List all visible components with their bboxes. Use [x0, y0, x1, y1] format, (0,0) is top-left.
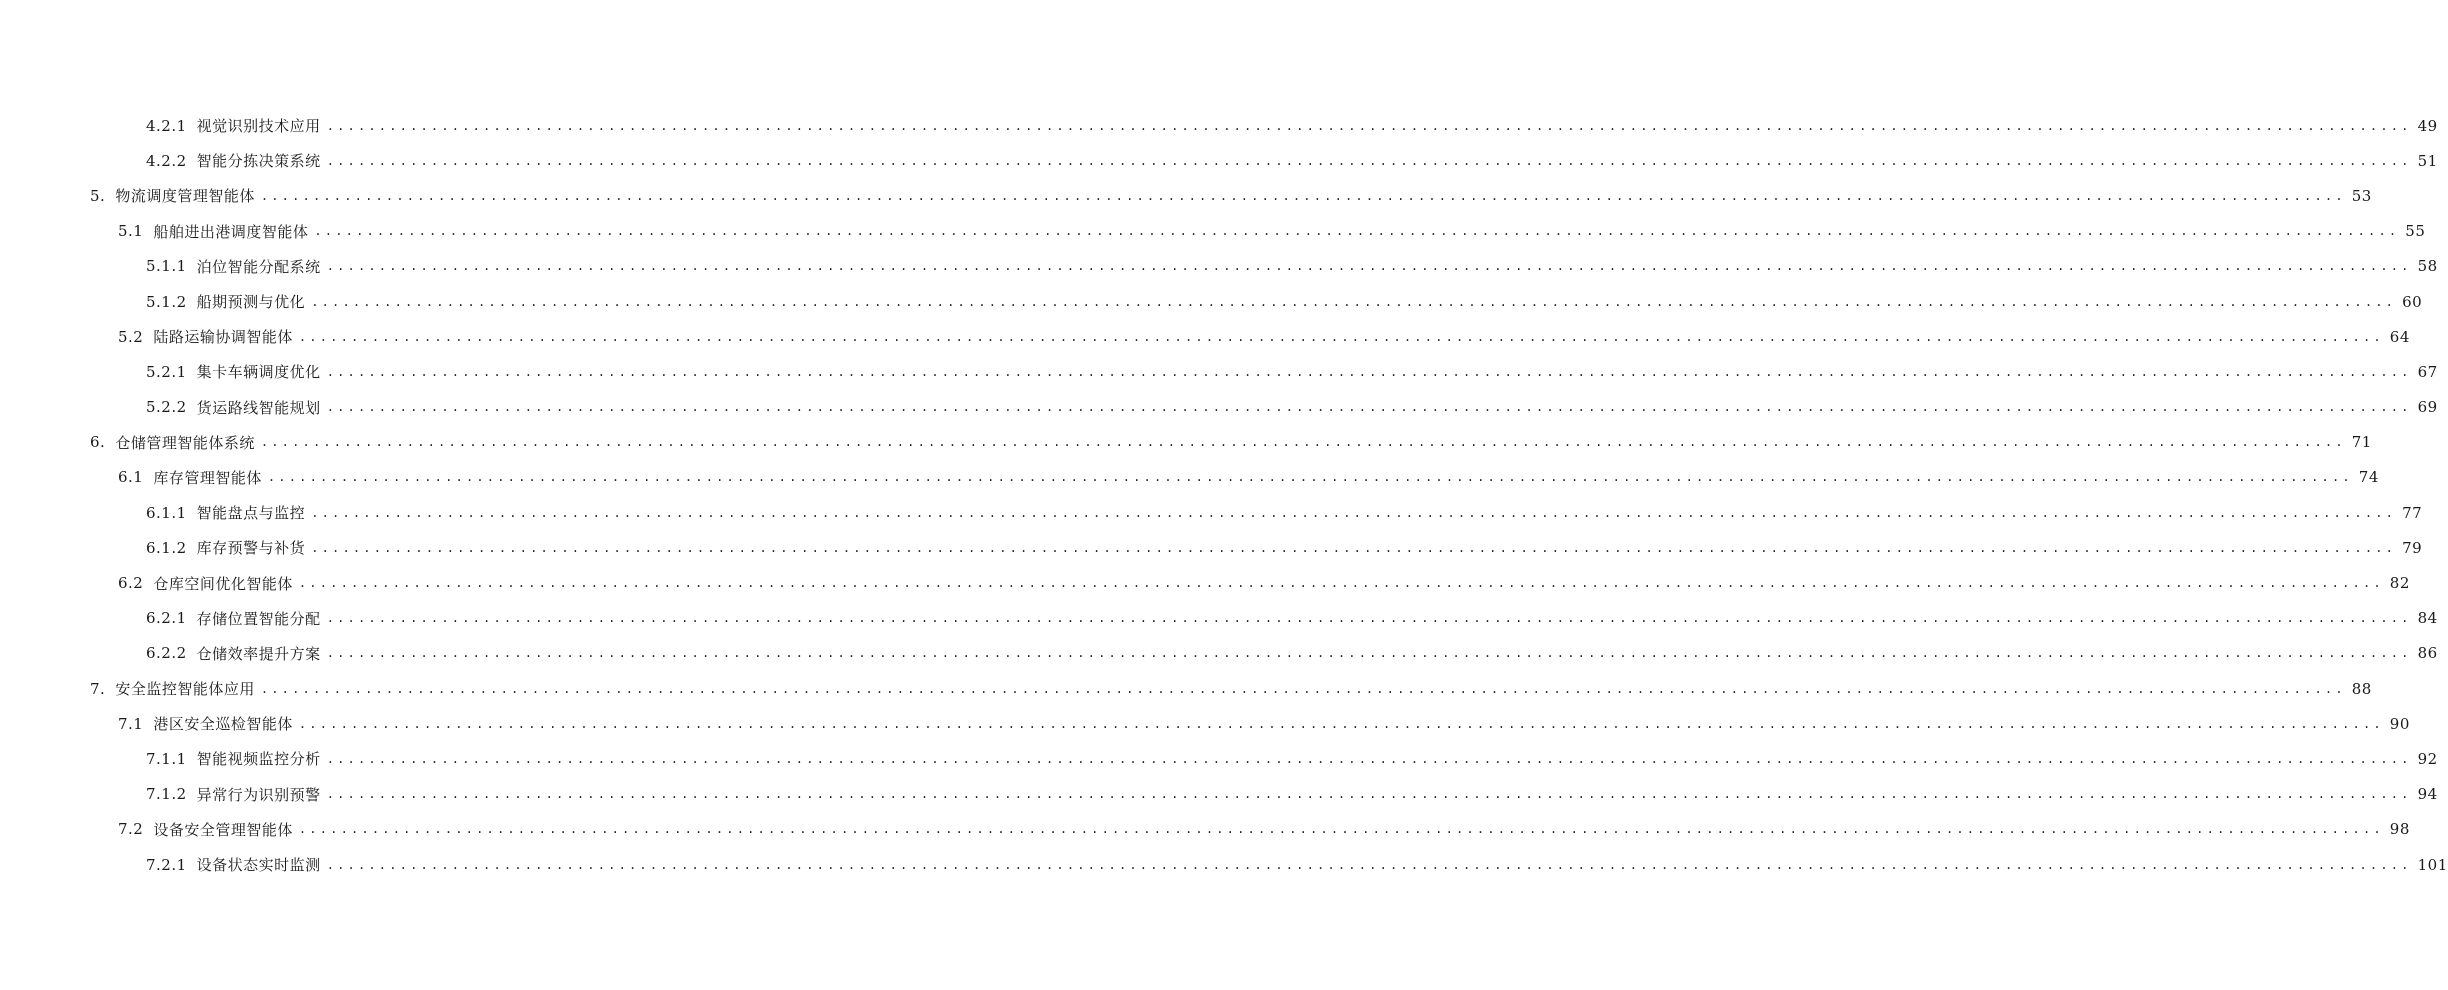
toc-entry-number: 4.2.2 [146, 151, 187, 170]
toc-entry-number: 6.2.2 [146, 644, 187, 663]
toc-entry[interactable] [0, 354, 2438, 389]
toc-dot-leader: ........................................................................................................................................................................................................ [326, 787, 2412, 802]
toc-dot-leader: ........................................................................................................................................................................................................ [326, 153, 2412, 168]
toc-entry-number: 6.1 [118, 468, 144, 487]
toc-entry-number: 7. [90, 679, 106, 698]
toc-entry-page-number: 67 [2417, 362, 2438, 381]
toc-entry[interactable] [0, 847, 2448, 882]
toc-dot-leader: ........................................................................................................................................................................................................ [326, 364, 2412, 379]
toc-entry-title: 陆路运输协调智能体 [153, 328, 293, 347]
toc-entry[interactable] [0, 390, 2438, 425]
toc-dot-leader: ........................................................................................................................................................................................................ [326, 259, 2412, 274]
toc-dot-leader: ........................................................................................................................................................................................................ [326, 646, 2412, 661]
toc-entry-page-number: 51 [2417, 151, 2438, 170]
toc-dot-leader: ........................................................................................................................................................................................................ [298, 822, 2384, 837]
table-of-contents [0, 108, 2448, 882]
toc-entry-page-number: 90 [2389, 714, 2410, 733]
toc-entry-page-number: 86 [2417, 644, 2438, 663]
toc-entry[interactable] [0, 495, 2423, 530]
toc-entry-title: 物流调度管理智能体 [115, 187, 255, 206]
toc-entry[interactable] [0, 284, 2423, 319]
toc-entry-title: 智能盘点与监控 [196, 504, 306, 523]
toc-dot-leader: ........................................................................................................................................................................................................ [311, 294, 2397, 309]
toc-entry[interactable] [0, 214, 2426, 249]
toc-entry-page-number: 88 [2351, 679, 2372, 698]
toc-entry[interactable] [0, 460, 2379, 495]
toc-entry-title: 库存预警与补货 [196, 539, 306, 558]
toc-dot-leader: ........................................................................................................................................................................................................ [260, 681, 2346, 696]
toc-entry-number: 6.1.2 [146, 538, 187, 557]
toc-entry-title: 船舶进出港调度智能体 [153, 222, 309, 241]
toc-entry-number: 5.2.1 [146, 362, 187, 381]
toc-entry-page-number: 77 [2402, 503, 2423, 522]
toc-entry-title: 货运路线智能规划 [196, 398, 321, 417]
toc-entry-number: 7.1.2 [146, 785, 187, 804]
toc-entry-number: 7.2 [118, 820, 144, 839]
toc-entry-number: 7.2.1 [146, 855, 187, 874]
toc-entry-page-number: 84 [2417, 609, 2438, 628]
toc-entry-number: 5.2.2 [146, 398, 187, 417]
toc-entry[interactable] [0, 671, 2372, 706]
toc-entry-page-number: 71 [2351, 433, 2372, 452]
toc-dot-leader: ........................................................................................................................................................................................................ [311, 505, 2397, 520]
toc-entry-number: 5. [90, 186, 106, 205]
toc-entry-number: 5.1 [118, 222, 144, 241]
toc-entry-page-number: 79 [2402, 538, 2423, 557]
toc-dot-leader: ........................................................................................................................................................................................................ [326, 400, 2412, 415]
toc-entry-title: 港区安全巡检智能体 [153, 715, 293, 734]
toc-entry[interactable] [0, 741, 2438, 776]
toc-entry-title: 设备安全管理智能体 [153, 820, 293, 839]
toc-dot-leader: ........................................................................................................................................................................................................ [267, 470, 2353, 485]
toc-entry[interactable] [0, 565, 2410, 600]
toc-entry[interactable] [0, 706, 2410, 741]
toc-entry-title: 仓储管理智能体系统 [115, 433, 255, 452]
toc-entry-number: 6.1.1 [146, 503, 187, 522]
toc-dot-leader: ........................................................................................................................................................................................................ [260, 435, 2346, 450]
toc-dot-leader: ........................................................................................................................................................................................................ [298, 576, 2384, 591]
toc-entry[interactable] [0, 143, 2438, 178]
toc-dot-leader: ........................................................................................................................................................................................................ [314, 224, 2400, 239]
toc-entry-number: 6. [90, 433, 106, 452]
toc-entry-number: 6.2 [118, 574, 144, 593]
toc-entry-title: 安全监控智能体应用 [115, 680, 255, 699]
toc-entry-title: 仓储效率提升方案 [196, 644, 321, 663]
toc-entry-number: 5.1.2 [146, 292, 187, 311]
toc-entry-title: 智能视频监控分析 [196, 750, 321, 769]
toc-dot-leader: ........................................................................................................................................................................................................ [298, 329, 2384, 344]
toc-entry-title: 存储位置智能分配 [196, 609, 321, 628]
toc-dot-leader: ........................................................................................................................................................................................................ [326, 118, 2412, 133]
toc-entry-page-number: 98 [2389, 820, 2410, 839]
toc-entry-page-number: 69 [2417, 398, 2438, 417]
toc-entry-page-number: 92 [2417, 749, 2438, 768]
toc-entry[interactable] [0, 249, 2438, 284]
toc-entry[interactable] [0, 108, 2438, 143]
toc-entry[interactable] [0, 601, 2438, 636]
toc-dot-leader: ........................................................................................................................................................................................................ [298, 716, 2384, 731]
toc-entry-number: 4.2.1 [146, 116, 187, 135]
toc-entry-title: 集卡车辆调度优化 [196, 363, 321, 382]
toc-entry-title: 仓库空间优化智能体 [153, 574, 293, 593]
toc-entry-page-number: 64 [2389, 327, 2410, 346]
toc-entry[interactable] [0, 530, 2423, 565]
toc-entry-number: 7.1.1 [146, 749, 187, 768]
toc-entry[interactable] [0, 636, 2438, 671]
toc-dot-leader: ........................................................................................................................................................................................................ [311, 540, 2397, 555]
toc-entry-page-number: 55 [2405, 222, 2426, 241]
toc-entry[interactable] [0, 319, 2410, 354]
toc-entry[interactable] [0, 812, 2410, 847]
toc-entry-page-number: 74 [2358, 468, 2379, 487]
toc-dot-leader: ........................................................................................................................................................................................................ [326, 857, 2412, 872]
toc-entry-title: 视觉识别技术应用 [196, 117, 321, 136]
toc-entry-title: 泊位智能分配系统 [196, 257, 321, 276]
toc-entry-number: 6.2.1 [146, 609, 187, 628]
toc-entry[interactable] [0, 178, 2372, 213]
toc-entry-title: 智能分拣决策系统 [196, 152, 321, 171]
toc-entry-page-number: 53 [2351, 186, 2372, 205]
toc-entry-page-number: 82 [2389, 574, 2410, 593]
toc-entry-page-number: 58 [2417, 257, 2438, 276]
toc-dot-leader: ........................................................................................................................................................................................................ [326, 611, 2412, 626]
toc-entry-title: 设备状态实时监测 [196, 856, 321, 875]
toc-entry-number: 5.2 [118, 327, 144, 346]
toc-dot-leader: ........................................................................................................................................................................................................ [260, 188, 2346, 203]
toc-entry[interactable] [0, 777, 2438, 812]
toc-dot-leader: ........................................................................................................................................................................................................ [326, 751, 2412, 766]
toc-entry-title: 异常行为识别预警 [196, 785, 321, 804]
toc-entry-title: 船期预测与优化 [196, 293, 306, 312]
toc-entry-number: 5.1.1 [146, 257, 187, 276]
toc-entry-title: 库存管理智能体 [153, 468, 262, 487]
toc-entry-page-number: 60 [2402, 292, 2423, 311]
toc-entry-page-number: 49 [2417, 116, 2438, 135]
toc-entry-page-number: 101 [2417, 855, 2448, 874]
toc-entry[interactable] [0, 425, 2372, 460]
toc-entry-number: 7.1 [118, 714, 144, 733]
toc-entry-page-number: 94 [2417, 785, 2438, 804]
